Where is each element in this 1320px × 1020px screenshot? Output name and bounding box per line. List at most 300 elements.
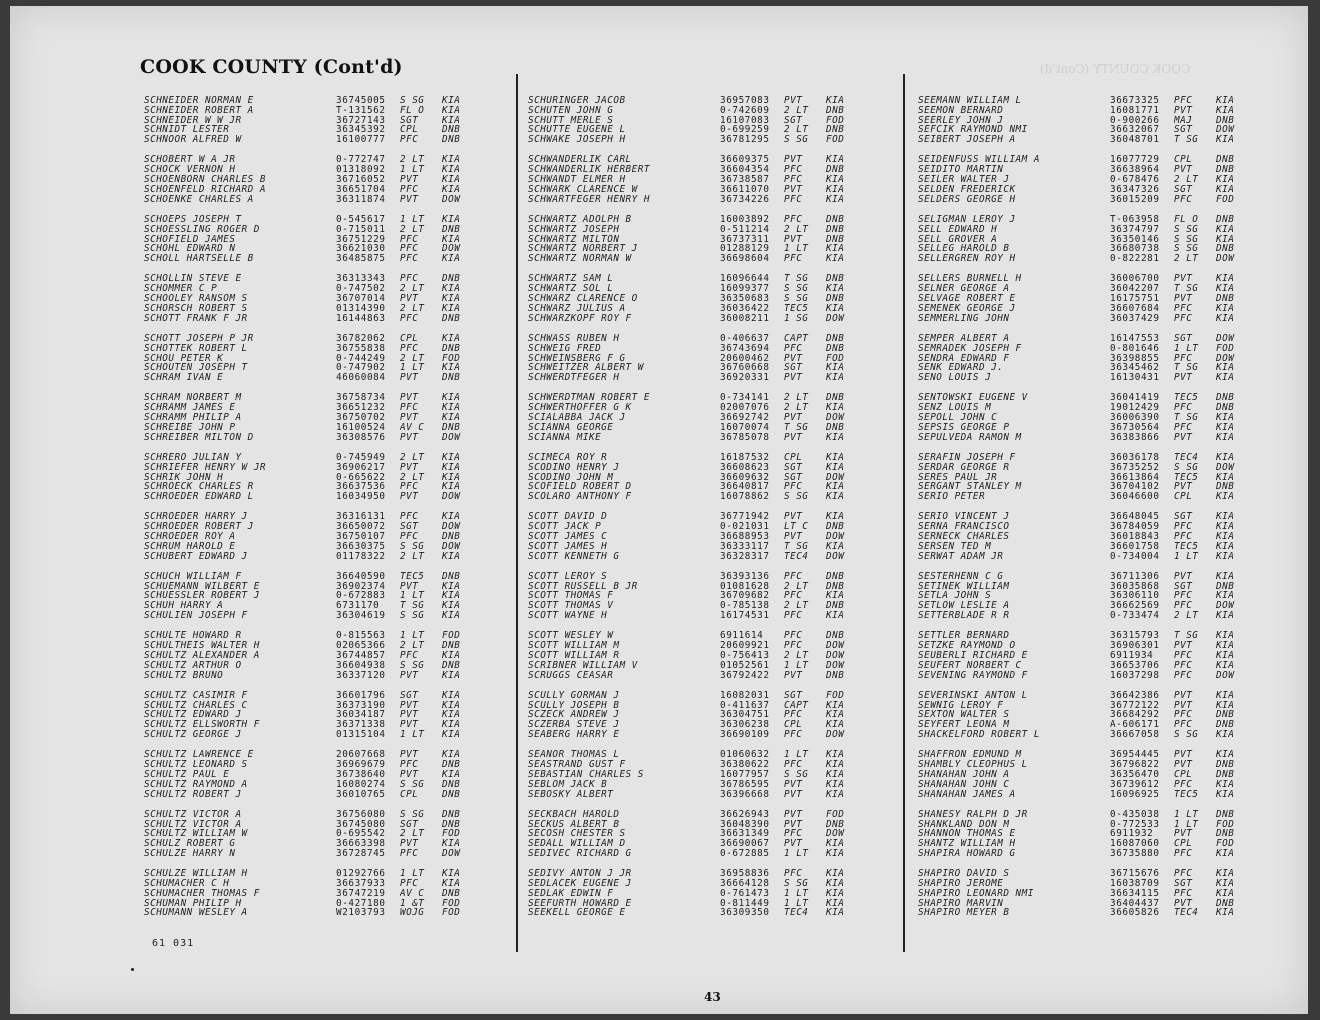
entry-name: SESTERHENN C G: [918, 571, 1004, 582]
roster-entry: [528, 869, 898, 879]
roster-group: [918, 96, 1288, 145]
entry-serial: 36792422: [720, 670, 770, 681]
entry-grade: SGT: [1174, 581, 1193, 592]
roster-entry: [918, 96, 1288, 106]
entry-serial: 01052561: [720, 660, 770, 671]
entry-status: DNB: [826, 105, 845, 116]
entry-serial: 36704102: [1110, 482, 1160, 493]
roster-entry: [528, 611, 898, 621]
entry-status: KIA: [442, 730, 461, 740]
entry-grade: 1 SG: [784, 313, 809, 324]
entry-status: KIA: [442, 452, 461, 463]
entry-grade: 1 LT: [1174, 343, 1199, 354]
entry-grade: PFC: [400, 650, 419, 661]
entry-grade: PFC: [400, 184, 419, 195]
roster-entry: [918, 344, 1288, 354]
entry-name: SCHULTZ EDWARD J: [144, 710, 242, 721]
entry-serial: 36485875: [336, 254, 386, 264]
entry-name: SETINEK WILLIAM: [918, 581, 1010, 592]
entry-name: SHANAHAN JOHN A: [918, 769, 1010, 780]
entry-name: SEBOSKY ALBERT: [528, 789, 614, 800]
roster-entry: [528, 195, 898, 205]
entry-serial: 36601796: [336, 690, 386, 701]
roster-entry: [918, 155, 1288, 165]
roster-entry: [918, 691, 1288, 701]
entry-name: SCOTT KENNETH G: [528, 551, 620, 562]
entry-name: SCHNOOR ALFRED W: [144, 135, 242, 145]
roster-entry: [528, 413, 898, 423]
entry-serial: 36350146: [1110, 234, 1160, 245]
roster-entry: [918, 373, 1288, 383]
entry-grade: PVT: [784, 155, 803, 166]
roster-entry: [144, 651, 514, 661]
entry-serial: 0-811449: [720, 898, 770, 909]
entry-serial: 36637536: [336, 482, 386, 493]
entry-status: KIA: [442, 670, 461, 681]
entry-grade: TEC5: [1174, 789, 1199, 800]
roster-entry: [144, 373, 514, 383]
entry-status: DNB: [826, 234, 845, 245]
entry-serial: 16077957: [720, 769, 770, 780]
entry-name: SCOTT JAMES H: [528, 541, 608, 552]
entry-serial: 36393136: [720, 571, 770, 582]
entry-name: SCHWERDTFEGER H: [528, 373, 620, 383]
roster-entry: [144, 225, 514, 235]
entry-serial: 36648045: [1110, 512, 1160, 523]
entry-serial: A-606171: [1110, 720, 1160, 731]
entry-name: SEIBERT JOSEPH A: [918, 135, 1016, 145]
entry-serial: 36608623: [720, 462, 770, 473]
entry-grade: PVT: [784, 789, 803, 800]
roster-entry: [528, 601, 898, 611]
entry-grade: PFC: [1174, 869, 1193, 880]
roster-entry: [528, 810, 898, 820]
entry-grade: SGT: [400, 522, 419, 532]
entry-status: KIA: [826, 512, 845, 523]
roster-entry: [144, 849, 514, 859]
entry-grade: CPL: [400, 333, 419, 344]
entry-serial: 36667058: [1110, 730, 1160, 740]
roster-entry: [528, 125, 898, 135]
entry-name: SCIALABBA JACK J: [528, 413, 626, 423]
entry-status: KIA: [1216, 373, 1235, 383]
roster-entry: [528, 96, 898, 106]
roster-entry: [918, 284, 1288, 294]
entry-grade: SGT: [1174, 512, 1193, 523]
roster-entry: [528, 373, 898, 383]
entry-serial: 0-406637: [720, 333, 770, 344]
entry-serial: 36735880: [1110, 849, 1160, 859]
entry-serial: 16130431: [1110, 373, 1160, 383]
entry-grade: PVT: [1174, 571, 1193, 582]
entry-serial: 36634115: [1110, 888, 1160, 899]
entry-grade: S SG: [400, 96, 425, 106]
roster-entry: [528, 403, 898, 413]
entry-name: SCRUGGS CEASAR: [528, 670, 614, 681]
roster-entry: [918, 522, 1288, 532]
entry-status: DNB: [826, 294, 845, 304]
entry-grade: SGT: [400, 690, 419, 701]
entry-name: SERIO VINCENT J: [918, 512, 1010, 523]
roster-entry: [918, 869, 1288, 879]
entry-status: FOD: [442, 353, 461, 364]
entry-name: SEFCIK RAYMOND NMI: [918, 125, 1028, 136]
roster-group: [528, 334, 898, 383]
entry-grade: TEC4: [1174, 452, 1199, 463]
entry-serial: 02007076: [720, 403, 770, 414]
entry-name: SCHWARTZ SAM L: [528, 274, 614, 285]
entry-serial: 36920331: [720, 373, 770, 383]
entry-status: KIA: [826, 869, 845, 880]
entry-name: SCHOUTEN JOSEPH T: [144, 363, 248, 374]
entry-grade: PVT: [784, 670, 803, 681]
roster-entry: [528, 165, 898, 175]
entry-serial: 16175751: [1110, 294, 1160, 304]
entry-serial: 36604354: [720, 165, 770, 176]
entry-grade: PFC: [1174, 194, 1193, 205]
entry-status: DNB: [1216, 829, 1235, 840]
entry-serial: 36756080: [336, 809, 386, 820]
entry-name: SCODINO HENRY J: [528, 462, 620, 473]
entry-grade: PFC: [784, 611, 803, 621]
entry-name: SCHOEPS JOSEPH T: [144, 214, 242, 225]
roster-group: [144, 869, 514, 918]
entry-grade: PFC: [1174, 422, 1193, 433]
roster-entry: [144, 810, 514, 820]
roster-entry: [528, 522, 898, 532]
entry-grade: S SG: [784, 294, 809, 304]
entry-status: KIA: [1216, 879, 1235, 889]
entry-name: SEERLEY JOHN J: [918, 115, 1004, 126]
entry-serial: 36744857: [336, 650, 386, 661]
roster-entry: [144, 829, 514, 839]
roster-group: [144, 631, 514, 680]
entry-status: KIA: [1216, 274, 1235, 285]
entry-name: SEPULVEDA RAMON M: [918, 432, 1022, 443]
roster-entry: [918, 116, 1288, 126]
entry-status: KIA: [1216, 105, 1235, 116]
entry-serial: 36772122: [1110, 700, 1160, 711]
entry-name: SCHULZE WILLIAM H: [144, 869, 248, 880]
entry-name: SCOTT WILLIAM R: [528, 650, 620, 661]
entry-grade: TEC4: [784, 908, 809, 919]
entry-grade: PFC: [1174, 670, 1193, 681]
entry-name: SCHUTEN JOHN G: [528, 105, 614, 116]
entry-status: KIA: [442, 234, 461, 245]
roster-entry: [528, 829, 898, 839]
entry-name: SELDERS GEORGE H: [918, 194, 1016, 205]
entry-name: SEMPER ALBERT A: [918, 333, 1010, 344]
entry-status: DOW: [826, 413, 845, 423]
entry-name: SCHWARTZ SOL L: [528, 284, 614, 295]
roster-entry: [918, 661, 1288, 671]
entry-status: DOW: [826, 313, 845, 324]
entry-grade: SGT: [1174, 125, 1193, 136]
entry-status: KIA: [1216, 888, 1235, 899]
entry-serial: 36036422: [720, 303, 770, 314]
entry-serial: 0-734141: [720, 393, 770, 404]
entry-grade: S SG: [400, 779, 425, 790]
entry-serial: 36304619: [336, 611, 386, 621]
roster-entry: [144, 760, 514, 770]
roster-entry: [528, 760, 898, 770]
entry-grade: SGT: [784, 690, 803, 701]
entry-serial: 36727143: [336, 115, 386, 126]
entry-status: KIA: [1216, 284, 1235, 295]
entry-name: SCOFIELD ROBERT D: [528, 482, 632, 493]
entry-status: KIA: [1216, 849, 1235, 859]
entry-name: SCHWARTZ NORMAN W: [528, 254, 632, 264]
entry-name: SHAPIRO MARVIN: [918, 898, 1004, 909]
entry-grade: 1 &T: [400, 898, 425, 909]
entry-status: KIA: [1216, 96, 1235, 106]
entry-name: SCHULTZ GEORGE J: [144, 730, 242, 740]
roster-entry: [918, 215, 1288, 225]
entry-status: KIA: [1216, 313, 1235, 324]
roster-entry: [918, 750, 1288, 760]
roster-entry: [528, 701, 898, 711]
roster-entry: [528, 155, 898, 165]
roster-entry: [918, 473, 1288, 483]
entry-grade: WOJG: [400, 908, 425, 919]
roster-entry: [144, 354, 514, 364]
entry-grade: PFC: [400, 313, 419, 324]
entry-serial: 36613864: [1110, 472, 1160, 483]
entry-grade: T SG: [1174, 284, 1199, 295]
roster-group: [918, 869, 1288, 918]
entry-grade: 1 LT: [784, 898, 809, 909]
entry-status: KIA: [442, 611, 461, 621]
entry-status: DNB: [1216, 482, 1235, 493]
entry-serial: 0-672885: [720, 849, 770, 859]
entry-status: DOW: [826, 660, 845, 671]
roster-group: [144, 274, 514, 323]
entry-serial: 36662569: [1110, 601, 1160, 612]
roster-group: [528, 96, 898, 145]
entry-grade: PFC: [400, 760, 419, 770]
roster-entry: [918, 701, 1288, 711]
roster-entry: [918, 730, 1288, 740]
entry-serial: 36958836: [720, 869, 770, 880]
entry-serial: 6731170: [336, 601, 380, 612]
entry-name: SCHOOLEY RANSOM S: [144, 294, 248, 304]
entry-grade: PFC: [1174, 888, 1193, 899]
entry-status: KIA: [826, 888, 845, 899]
entry-name: SETZKE RAYMOND O: [918, 641, 1016, 651]
roster-entry: [528, 750, 898, 760]
roster-entry: [528, 344, 898, 354]
roster-entry: [144, 790, 514, 800]
entry-status: KIA: [1216, 730, 1235, 740]
entry-name: SCHOESSLING ROGER D: [144, 224, 260, 235]
entry-name: SEWNIG LEROY F: [918, 700, 1004, 711]
entry-serial: 16080274: [336, 779, 386, 790]
entry-serial: 16107083: [720, 115, 770, 126]
roster-group: [528, 750, 898, 799]
entry-serial: 36637933: [336, 879, 386, 889]
entry-grade: 2 LT: [784, 105, 809, 116]
entry-status: FOD: [826, 115, 845, 126]
entry-serial: 16003892: [720, 214, 770, 225]
entry-serial: 36786595: [720, 779, 770, 790]
entry-grade: SGT: [784, 472, 803, 483]
entry-status: DNB: [826, 343, 845, 354]
entry-status: KIA: [826, 710, 845, 721]
entry-name: SCZERBA STEVE J: [528, 720, 620, 731]
roster-page: [10, 6, 1308, 1014]
column-divider-right: [903, 74, 905, 952]
entry-name: SCHULTZ LAWRENCE E: [144, 750, 254, 761]
roster-entry: [528, 631, 898, 641]
entry-status: KIA: [1216, 869, 1235, 880]
entry-name: SCHWARTZ JOSEPH: [528, 224, 620, 235]
entry-status: DOW: [826, 829, 845, 840]
entry-serial: 01178322: [336, 551, 386, 562]
entry-status: KIA: [1216, 472, 1235, 483]
entry-status: KIA: [826, 452, 845, 463]
roster-group: [528, 453, 898, 502]
entry-grade: TEC4: [1174, 908, 1199, 919]
entry-status: KIA: [442, 690, 461, 701]
entry-serial: 36041419: [1110, 393, 1160, 404]
roster-entry: [144, 750, 514, 760]
entry-status: KIA: [442, 601, 461, 612]
entry-status: KIA: [826, 779, 845, 790]
entry-grade: S SG: [784, 135, 809, 145]
roster-entry: [528, 710, 898, 720]
entry-status: DNB: [1216, 393, 1235, 404]
roster-group: [528, 810, 898, 859]
roster-entry: [144, 473, 514, 483]
entry-name: SCHREIBE JOHN P: [144, 422, 236, 433]
roster-group: [144, 334, 514, 383]
roster-entry: [144, 155, 514, 165]
roster-entry: [918, 651, 1288, 661]
entry-status: KIA: [1216, 512, 1235, 523]
entry-status: DNB: [826, 214, 845, 225]
entry-serial: 36698604: [720, 254, 770, 264]
entry-name: SCOTT WAYNE H: [528, 611, 608, 621]
roster-entry: [144, 820, 514, 830]
roster-entry: [144, 631, 514, 641]
entry-grade: PVT: [1174, 432, 1193, 443]
entry-status: KIA: [826, 760, 845, 770]
entry-name: SCHUMANN WESLEY A: [144, 908, 248, 919]
roster-entry: [144, 195, 514, 205]
entry-status: KIA: [1216, 363, 1235, 374]
entry-status: KIA: [1216, 789, 1235, 800]
entry-serial: 36042207: [1110, 284, 1160, 295]
entry-name: SCOTT DAVID D: [528, 512, 608, 523]
roster-entry: [144, 185, 514, 195]
roster-group: [918, 810, 1288, 859]
entry-name: SEBLOM JACK B: [528, 779, 608, 790]
entry-name: SCOTT THOMAS F: [528, 591, 614, 602]
entry-grade: CPL: [1174, 155, 1193, 166]
roster-entry: [144, 839, 514, 849]
entry-status: DOW: [442, 492, 461, 502]
entry-name: SCHOENFELD RICHARD A: [144, 184, 266, 195]
entry-grade: S SG: [400, 611, 425, 621]
entry-grade: SGT: [784, 462, 803, 473]
roster-entry: [528, 354, 898, 364]
entry-status: DNB: [1216, 214, 1235, 225]
entry-name: SEDIVY ANTON J JR: [528, 869, 632, 880]
entry-grade: PVT: [1174, 373, 1193, 383]
entry-name: SEXTON WALTER S: [918, 710, 1010, 721]
entry-grade: T SG: [784, 541, 809, 552]
entry-grade: PVT: [400, 581, 419, 592]
roster-entry: [528, 294, 898, 304]
roster-entry: [528, 532, 898, 542]
entry-name: SENK EDWARD J.: [918, 363, 1004, 374]
entry-status: KIA: [442, 462, 461, 473]
entry-status: KIA: [1216, 135, 1235, 145]
entry-grade: 2 LT: [400, 551, 425, 562]
entry-serial: 16078862: [720, 492, 770, 502]
entry-status: DNB: [826, 165, 845, 176]
entry-name: SEDLACEK EUGENE J: [528, 879, 632, 889]
entry-grade: PVT: [400, 750, 419, 761]
entry-name: SEPOLL JOHN C: [918, 413, 998, 423]
entry-serial: 36730564: [1110, 422, 1160, 433]
entry-serial: 0-801646: [1110, 343, 1160, 354]
entry-name: SCHWANDERLIK HERBERT: [528, 165, 650, 176]
entry-name: SELDEN FREDERICK: [918, 184, 1016, 195]
entry-serial: 36745005: [336, 96, 386, 106]
entry-name: SCHULTZ ELLSWORTH F: [144, 720, 260, 731]
entry-serial: 19012429: [1110, 403, 1160, 414]
entry-status: KIA: [1216, 452, 1235, 463]
entry-status: KIA: [442, 175, 461, 185]
entry-grade: PFC: [1174, 720, 1193, 731]
entry-serial: 36688953: [720, 531, 770, 542]
entry-serial: 36781295: [720, 135, 770, 145]
entry-status: KIA: [826, 284, 845, 295]
entry-name: SERAFIN JOSEPH F: [918, 452, 1016, 463]
entry-status: KIA: [442, 214, 461, 225]
roster-entry: [144, 582, 514, 592]
entry-grade: S SG: [784, 879, 809, 889]
entry-name: SHANKLAND DON M: [918, 819, 1010, 830]
entry-name: SCULLY GORMAN J: [528, 690, 620, 701]
entry-serial: 36651704: [336, 184, 386, 195]
entry-grade: PVT: [784, 839, 803, 849]
entry-grade: PFC: [400, 244, 419, 255]
entry-grade: T SG: [1174, 631, 1199, 642]
entry-serial: 36690067: [720, 839, 770, 849]
entry-status: FOD: [1216, 819, 1235, 830]
entry-status: FOD: [1216, 343, 1235, 354]
entry-status: DNB: [442, 779, 461, 790]
entry-grade: 2 LT: [400, 155, 425, 166]
entry-name: SCHULIEN JOSEPH F: [144, 611, 248, 621]
entry-grade: T SG: [784, 422, 809, 433]
entry-serial: 36673325: [1110, 96, 1160, 106]
entry-grade: 1 LT: [784, 750, 809, 761]
entry-grade: PVT: [784, 432, 803, 443]
entry-name: SCHWARTFEGER HENRY H: [528, 194, 650, 205]
entry-status: DOW: [826, 531, 845, 542]
entry-status: KIA: [442, 184, 461, 195]
roster-entry: [528, 671, 898, 681]
entry-status: DOW: [1216, 125, 1235, 136]
entry-grade: PVT: [400, 175, 419, 185]
entry-grade: PFC: [784, 214, 803, 225]
entry-serial: 36316131: [336, 512, 386, 523]
roster-entry: [144, 106, 514, 116]
entry-grade: 2 LT: [784, 581, 809, 592]
